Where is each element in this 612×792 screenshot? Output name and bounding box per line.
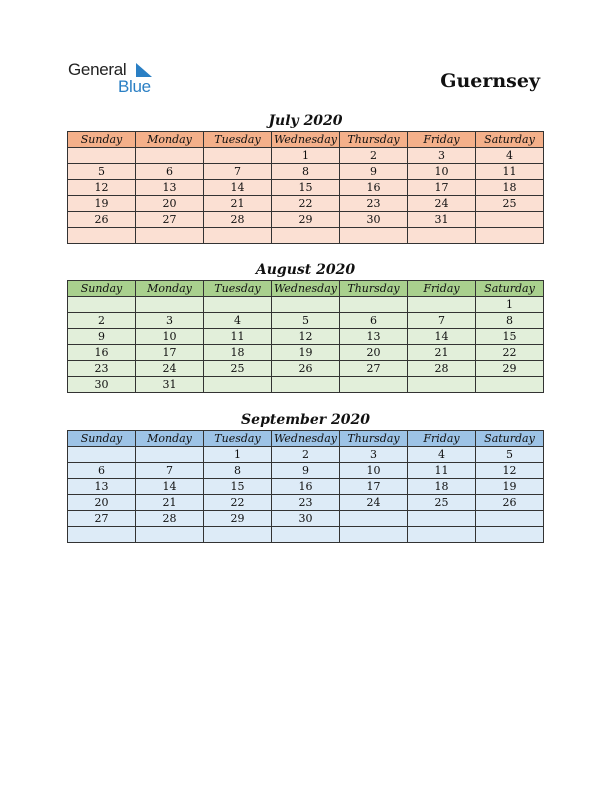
day-cell: 1 (476, 297, 544, 313)
weekday-header: Thursday (340, 431, 408, 447)
day-cell: 10 (408, 164, 476, 180)
day-cell: 28 (204, 212, 272, 228)
week-row (68, 148, 544, 164)
day-cell: 27 (340, 361, 408, 377)
day-cell: 20 (136, 196, 204, 212)
day-cell (204, 228, 272, 244)
day-cell: 27 (136, 212, 204, 228)
day-cell: 13 (68, 479, 136, 495)
weekday-header: Wednesday (272, 431, 340, 447)
day-cell: 1 (204, 447, 272, 463)
calendar-table (67, 131, 544, 244)
day-cell (408, 297, 476, 313)
week-row (68, 361, 544, 377)
day-cell: 25 (476, 196, 544, 212)
day-cell (340, 527, 408, 543)
week-row (68, 527, 544, 543)
weekday-header: Friday (408, 281, 476, 297)
week-row (68, 495, 544, 511)
week-row (68, 329, 544, 345)
day-cell: 10 (136, 329, 204, 345)
calendar-body (68, 297, 544, 393)
weekday-header: Saturday (476, 281, 544, 297)
day-cell: 5 (68, 164, 136, 180)
day-cell: 18 (204, 345, 272, 361)
day-cell (204, 527, 272, 543)
day-cell: 23 (68, 361, 136, 377)
day-cell: 18 (408, 479, 476, 495)
day-cell (68, 148, 136, 164)
day-cell: 13 (136, 180, 204, 196)
day-cell: 3 (408, 148, 476, 164)
day-cell (204, 148, 272, 164)
day-cell (340, 228, 408, 244)
week-row (68, 447, 544, 463)
day-cell: 17 (136, 345, 204, 361)
week-row (68, 377, 544, 393)
day-cell: 3 (340, 447, 408, 463)
weekday-header: Wednesday (272, 281, 340, 297)
day-cell (68, 527, 136, 543)
day-cell: 27 (68, 511, 136, 527)
day-cell: 4 (204, 313, 272, 329)
day-cell: 22 (476, 345, 544, 361)
day-cell (476, 527, 544, 543)
weekday-header: Thursday (340, 281, 408, 297)
day-cell: 26 (476, 495, 544, 511)
weekday-header: Thursday (340, 132, 408, 148)
weekday-header: Tuesday (204, 281, 272, 297)
day-cell: 24 (340, 495, 408, 511)
day-cell: 9 (272, 463, 340, 479)
day-cell: 26 (272, 361, 340, 377)
logo-blue-text: Blue (118, 77, 151, 96)
day-cell: 15 (272, 180, 340, 196)
day-cell: 17 (340, 479, 408, 495)
day-cell (272, 377, 340, 393)
month-july (67, 111, 544, 244)
day-cell: 9 (68, 329, 136, 345)
day-cell: 30 (68, 377, 136, 393)
day-cell: 2 (340, 148, 408, 164)
day-cell: 12 (476, 463, 544, 479)
week-row (68, 297, 544, 313)
day-cell: 11 (476, 164, 544, 180)
day-cell: 25 (408, 495, 476, 511)
day-cell (340, 377, 408, 393)
weekday-header-row (68, 281, 544, 297)
country-title: Guernsey (440, 70, 540, 92)
day-cell (476, 511, 544, 527)
weekday-header: Saturday (476, 132, 544, 148)
day-cell: 13 (340, 329, 408, 345)
day-cell: 9 (340, 164, 408, 180)
day-cell: 4 (408, 447, 476, 463)
week-row (68, 463, 544, 479)
weekday-header-row (68, 132, 544, 148)
day-cell (204, 377, 272, 393)
week-row (68, 511, 544, 527)
day-cell: 25 (204, 361, 272, 377)
calendar-body (68, 148, 544, 244)
day-cell: 15 (476, 329, 544, 345)
day-cell: 30 (340, 212, 408, 228)
day-cell (204, 297, 272, 313)
day-cell: 19 (68, 196, 136, 212)
logo (68, 60, 168, 100)
day-cell: 21 (204, 196, 272, 212)
month-september (67, 410, 544, 543)
day-cell: 6 (68, 463, 136, 479)
weekday-header: Monday (136, 281, 204, 297)
day-cell: 16 (272, 479, 340, 495)
day-cell: 21 (408, 345, 476, 361)
day-cell: 8 (204, 463, 272, 479)
day-cell: 24 (408, 196, 476, 212)
day-cell: 22 (204, 495, 272, 511)
day-cell: 12 (272, 329, 340, 345)
day-cell (340, 297, 408, 313)
weekday-header: Sunday (68, 281, 136, 297)
week-row (68, 212, 544, 228)
day-cell: 30 (272, 511, 340, 527)
calendar-body (68, 447, 544, 543)
day-cell (272, 228, 340, 244)
day-cell (136, 527, 204, 543)
day-cell: 19 (476, 479, 544, 495)
month-title: July 2020 (268, 113, 343, 129)
day-cell: 20 (340, 345, 408, 361)
week-row (68, 164, 544, 180)
week-row (68, 228, 544, 244)
day-cell (340, 511, 408, 527)
day-cell: 8 (476, 313, 544, 329)
weekday-header: Friday (408, 132, 476, 148)
day-cell: 21 (136, 495, 204, 511)
logo-triangle-icon (136, 63, 152, 77)
day-cell: 6 (340, 313, 408, 329)
weekday-header: Friday (408, 431, 476, 447)
week-row (68, 479, 544, 495)
day-cell: 29 (476, 361, 544, 377)
day-cell: 31 (136, 377, 204, 393)
week-row (68, 196, 544, 212)
day-cell (136, 297, 204, 313)
day-cell: 29 (204, 511, 272, 527)
day-cell: 11 (408, 463, 476, 479)
day-cell: 18 (476, 180, 544, 196)
day-cell: 20 (68, 495, 136, 511)
day-cell (136, 148, 204, 164)
day-cell: 3 (136, 313, 204, 329)
day-cell (408, 527, 476, 543)
calendar-table (67, 430, 544, 543)
day-cell: 29 (272, 212, 340, 228)
weekday-header: Tuesday (204, 431, 272, 447)
day-cell (476, 228, 544, 244)
day-cell: 7 (204, 164, 272, 180)
weekday-header: Tuesday (204, 132, 272, 148)
day-cell (272, 527, 340, 543)
weekday-header: Monday (136, 132, 204, 148)
day-cell: 31 (408, 212, 476, 228)
week-row (68, 180, 544, 196)
weekday-header: Saturday (476, 431, 544, 447)
weekday-header: Sunday (68, 132, 136, 148)
week-row (68, 313, 544, 329)
day-cell (136, 447, 204, 463)
day-cell: 16 (340, 180, 408, 196)
day-cell: 2 (272, 447, 340, 463)
day-cell (136, 228, 204, 244)
day-cell: 11 (204, 329, 272, 345)
day-cell (408, 511, 476, 527)
day-cell: 7 (408, 313, 476, 329)
day-cell (408, 228, 476, 244)
day-cell: 24 (136, 361, 204, 377)
day-cell: 15 (204, 479, 272, 495)
day-cell: 26 (68, 212, 136, 228)
day-cell: 10 (340, 463, 408, 479)
week-row (68, 345, 544, 361)
day-cell: 17 (408, 180, 476, 196)
day-cell: 28 (136, 511, 204, 527)
day-cell: 12 (68, 180, 136, 196)
day-cell: 5 (476, 447, 544, 463)
weekday-header: Sunday (68, 431, 136, 447)
day-cell: 19 (272, 345, 340, 361)
day-cell: 28 (408, 361, 476, 377)
day-cell (272, 297, 340, 313)
day-cell: 14 (204, 180, 272, 196)
weekday-header: Monday (136, 431, 204, 447)
month-title: August 2020 (255, 262, 356, 278)
day-cell (408, 377, 476, 393)
day-cell (68, 447, 136, 463)
day-cell (68, 297, 136, 313)
day-cell: 5 (272, 313, 340, 329)
day-cell (476, 377, 544, 393)
weekday-header: Wednesday (272, 132, 340, 148)
day-cell: 1 (272, 148, 340, 164)
day-cell: 23 (340, 196, 408, 212)
month-title: September 2020 (241, 412, 370, 428)
calendar-table (67, 280, 544, 393)
day-cell: 14 (408, 329, 476, 345)
day-cell: 14 (136, 479, 204, 495)
day-cell: 8 (272, 164, 340, 180)
logo-general-text: General (68, 60, 127, 79)
day-cell (68, 228, 136, 244)
day-cell: 4 (476, 148, 544, 164)
day-cell: 22 (272, 196, 340, 212)
day-cell: 7 (136, 463, 204, 479)
day-cell: 2 (68, 313, 136, 329)
day-cell: 16 (68, 345, 136, 361)
day-cell: 6 (136, 164, 204, 180)
day-cell (476, 212, 544, 228)
day-cell: 23 (272, 495, 340, 511)
month-august (67, 260, 544, 393)
weekday-header-row (68, 431, 544, 447)
